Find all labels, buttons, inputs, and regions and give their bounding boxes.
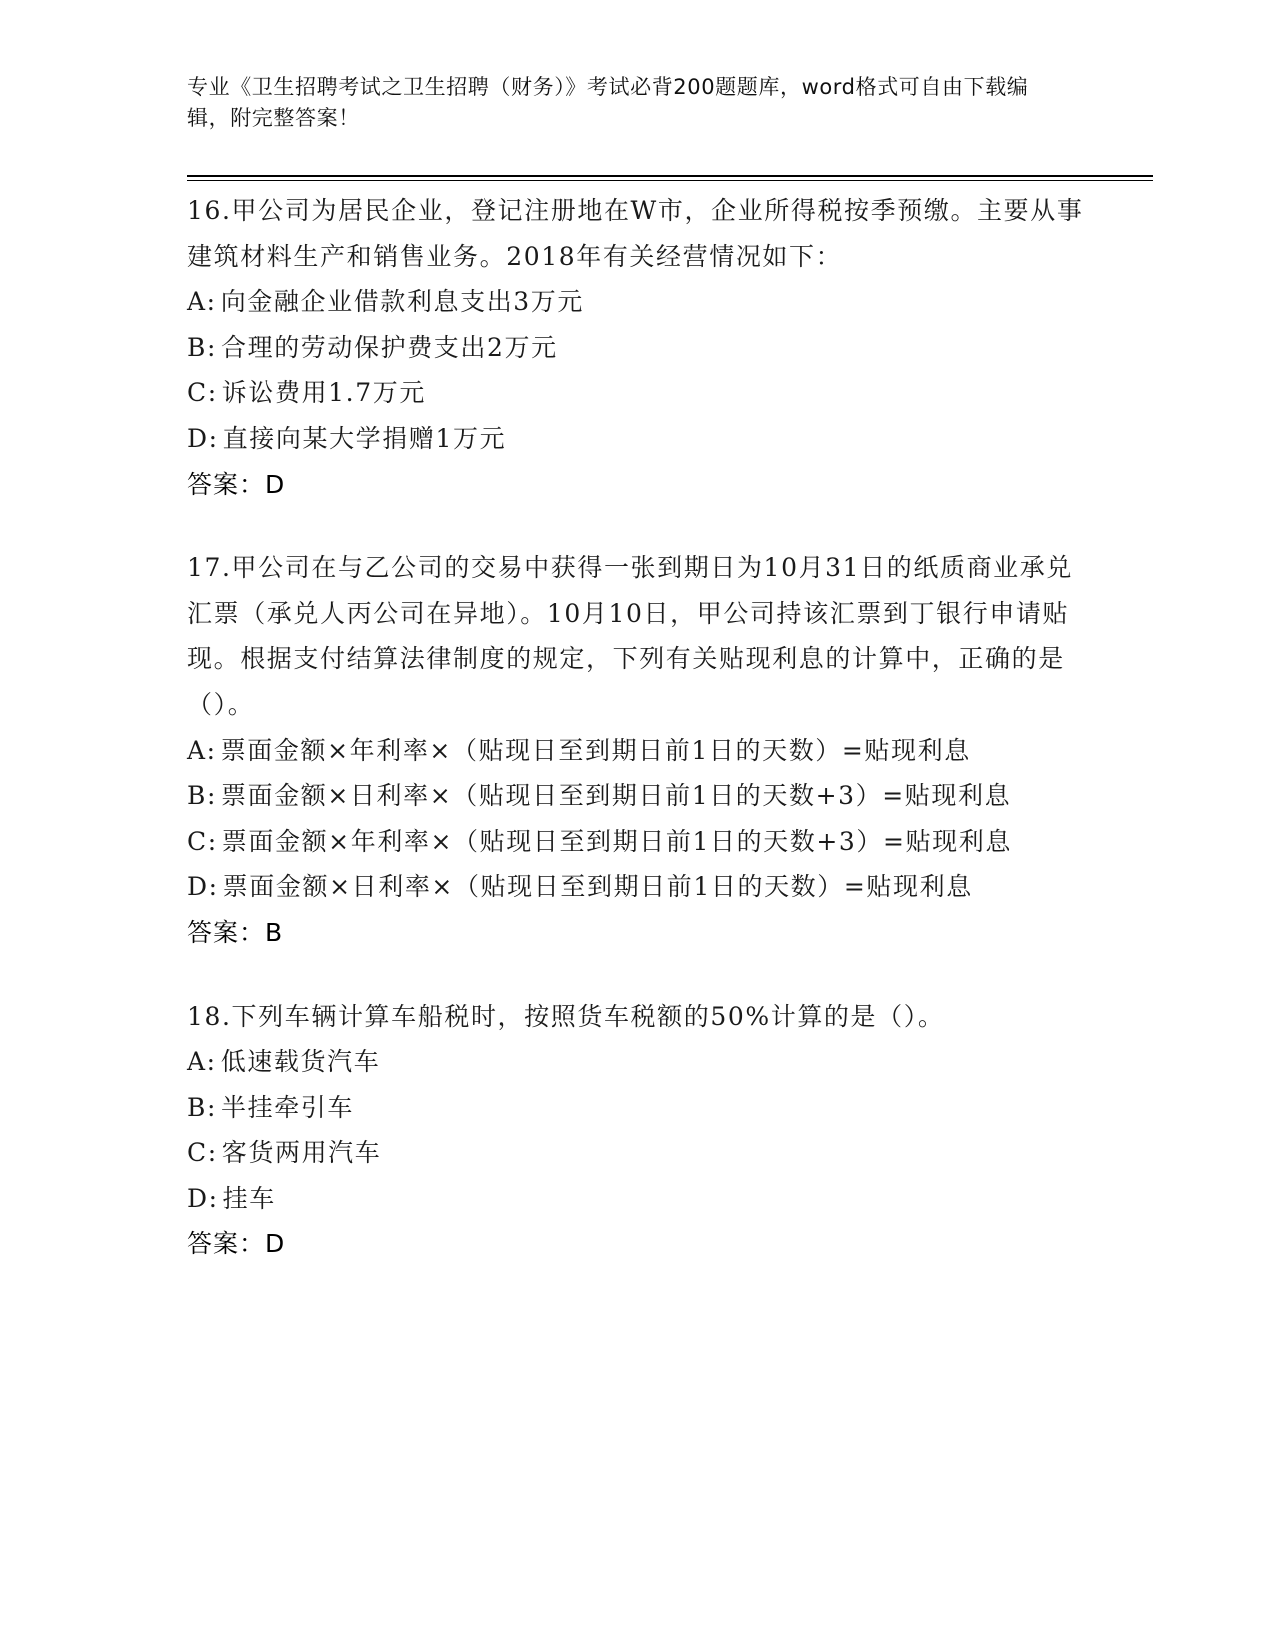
header-intro: 专业《卫生招聘考试之卫生招聘（财务）》考试必背200题题库，word格式可自由下载编辑，附完整答案！ bbox=[187, 75, 1029, 130]
option-text: 合理的劳动保护费支出2万元 bbox=[221, 332, 558, 362]
option-key: B: bbox=[187, 332, 217, 362]
option-key: A: bbox=[187, 1047, 217, 1077]
option-key: B: bbox=[187, 1092, 217, 1122]
option-c bbox=[187, 819, 1087, 865]
question-17 bbox=[187, 545, 1087, 955]
header-rule-thin bbox=[187, 180, 1153, 181]
option-text: 直接向某大学捐赠1万元 bbox=[222, 423, 507, 453]
option-d bbox=[187, 864, 1087, 910]
option-text: 票面金额×年利率×（贴现日至到期日前1日的天数+3）=贴现利息 bbox=[221, 826, 1012, 856]
option-text: 挂车 bbox=[222, 1183, 276, 1213]
question-text: 17.甲公司在与乙公司的交易中获得一张到期日为10月31日的纸质商业承兑汇票（承兑人丙公司在异地）。10月10日，甲公司持该汇票到丁银行申请贴现。根据支付结算法律制度的规定，下列有关贴现利息的计算中，正确的是（）。 bbox=[187, 553, 1073, 719]
option-a bbox=[187, 1039, 1087, 1085]
option-a bbox=[187, 728, 1087, 774]
header-rule-thick bbox=[187, 175, 1153, 177]
option-b bbox=[187, 325, 1087, 371]
answer-line: 答案：D bbox=[187, 469, 286, 499]
option-text: 票面金额×年利率×（贴现日至到期日前1日的天数）=贴现利息 bbox=[220, 735, 971, 765]
option-a bbox=[187, 279, 1087, 325]
option-c bbox=[187, 1130, 1087, 1176]
question-18 bbox=[187, 994, 1087, 1268]
option-key: B: bbox=[187, 781, 217, 811]
option-b bbox=[187, 1085, 1087, 1131]
option-c bbox=[187, 370, 1087, 416]
option-key: D: bbox=[187, 423, 219, 453]
option-b bbox=[187, 773, 1087, 819]
answer-line: 答案：B bbox=[187, 917, 284, 947]
option-text: 半挂牵引车 bbox=[221, 1092, 355, 1122]
option-key: D: bbox=[187, 872, 219, 902]
option-text: 向金融企业借款利息支出3万元 bbox=[220, 287, 584, 317]
option-key: A: bbox=[187, 735, 217, 765]
option-text: 客货两用汽车 bbox=[221, 1138, 382, 1168]
option-key: D: bbox=[187, 1183, 219, 1213]
question-list bbox=[187, 188, 1087, 1305]
option-key: A: bbox=[187, 287, 217, 317]
answer-line: 答案：D bbox=[187, 1229, 286, 1259]
option-text: 票面金额×日利率×（贴现日至到期日前1日的天数+3）=贴现利息 bbox=[221, 781, 1012, 811]
option-key: C: bbox=[187, 378, 218, 408]
option-key: C: bbox=[187, 826, 218, 856]
option-text: 诉讼费用1.7万元 bbox=[221, 378, 426, 408]
question-text: 18.下列车辆计算车船税时，按照货车税额的50%计算的是（）。 bbox=[187, 1001, 945, 1031]
question-16 bbox=[187, 188, 1087, 507]
option-text: 票面金额×日利率×（贴现日至到期日前1日的天数）=贴现利息 bbox=[222, 872, 973, 902]
option-d bbox=[187, 416, 1087, 462]
question-text: 16.甲公司为居民企业，登记注册地在W市，企业所得税按季预缴。主要从事建筑材料生产和销售业务。2018年有关经营情况如下： bbox=[187, 196, 1084, 271]
option-d bbox=[187, 1176, 1087, 1222]
option-text: 低速载货汽车 bbox=[220, 1047, 381, 1077]
option-key: C: bbox=[187, 1138, 218, 1168]
